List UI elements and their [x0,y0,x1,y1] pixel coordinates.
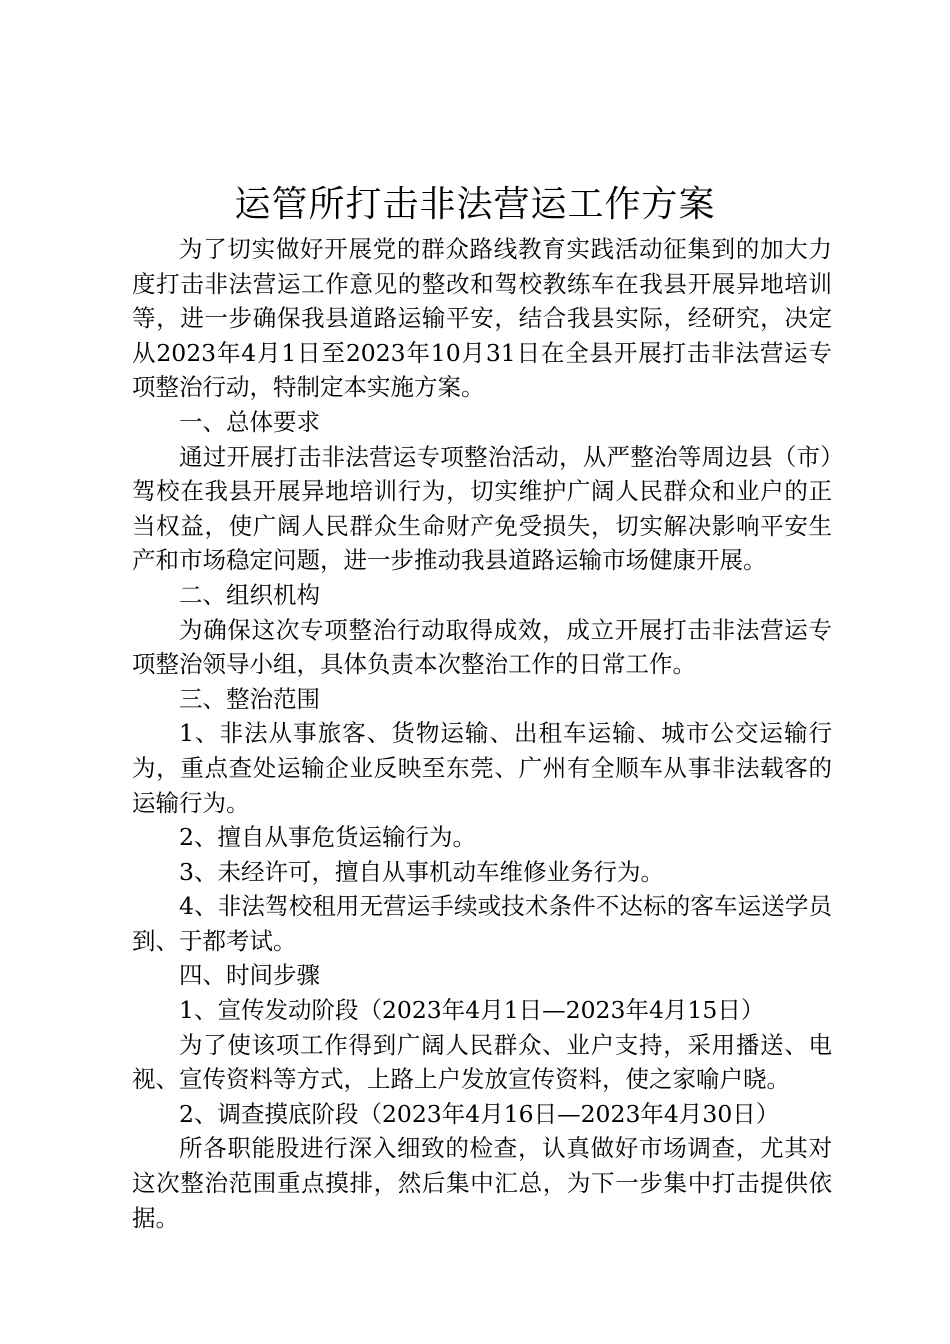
timeline-stage-1-paragraph: 为了使该项工作得到广阔人民群众、业户支持，采用播送、电视、宣传资料等方式，上路上户发放宣传资料，使之家喻户晓。 [132,1030,832,1094]
intro-paragraph: 为了切实做好开展党的群众路线教育实践活动征集到的加大力度打击非法营运工作意见的整改和驾校教练车在我县开展异地培训等，进一步确保我县道路运输平安，结合我县实际，经研究，决定从2023年4月1日至2023年10月31日在全县开展打击非法营运专项整治行动，特制定本实施方案。 [132,235,832,402]
timeline-stage-2-paragraph: 所各职能股进行深入细致的检查，认真做好市场调查，尤其对这次整治范围重点摸排，然后集中汇总，为下一步集中打击提供依据。 [132,1134,832,1232]
section-heading-timeline: 四、时间步骤 [179,961,320,990]
scope-item-3: 3、未经许可，擅自从事机动车维修业务行为。 [179,857,664,886]
scope-item-1: 1、非法从事旅客、货物运输、出租车运输、城市公交运输行为，重点查处运输企业反映至东莞、广州有全顺车从事非法载客的运输行为。 [132,719,832,817]
scope-item-4: 4、非法驾校租用无营运手续或技术条件不达标的客车运送学员到、于都考试。 [132,892,832,955]
section-heading-general-requirements: 一、总体要求 [179,407,320,436]
scope-item-2: 2、擅自从事危货运输行为。 [179,823,476,852]
document-body [132,232,832,1235]
section-heading-organization: 二、组织机构 [179,580,320,609]
general-requirements-paragraph: 通过开展打击非法营运专项整治活动，从严整治等周边县（市）驾校在我县开展异地培训行为，切实维护广阔人民群众和业户的正当权益，使广阔人民群众生命财产免受损失，切实解决影响平安生产和市场稳定问题，进一步推动我县道路运输市场健康开展。 [132,442,832,575]
timeline-stage-1-heading: 1、宣传发动阶段（2023年4月1日—2023年4月15日） [179,996,765,1025]
timeline-stage-2-heading: 2、调查摸底阶段（2023年4月16日—2023年4月30日） [179,1099,780,1128]
section-heading-scope: 三、整治范围 [179,684,320,713]
document-title: 运管所打击非法营运工作方案 [234,184,716,225]
organization-paragraph: 为确保这次专项整治行动取得成效，成立开展打击非法营运专项整治领导小组，具体负责本次整治工作的日常工作。 [132,615,832,679]
